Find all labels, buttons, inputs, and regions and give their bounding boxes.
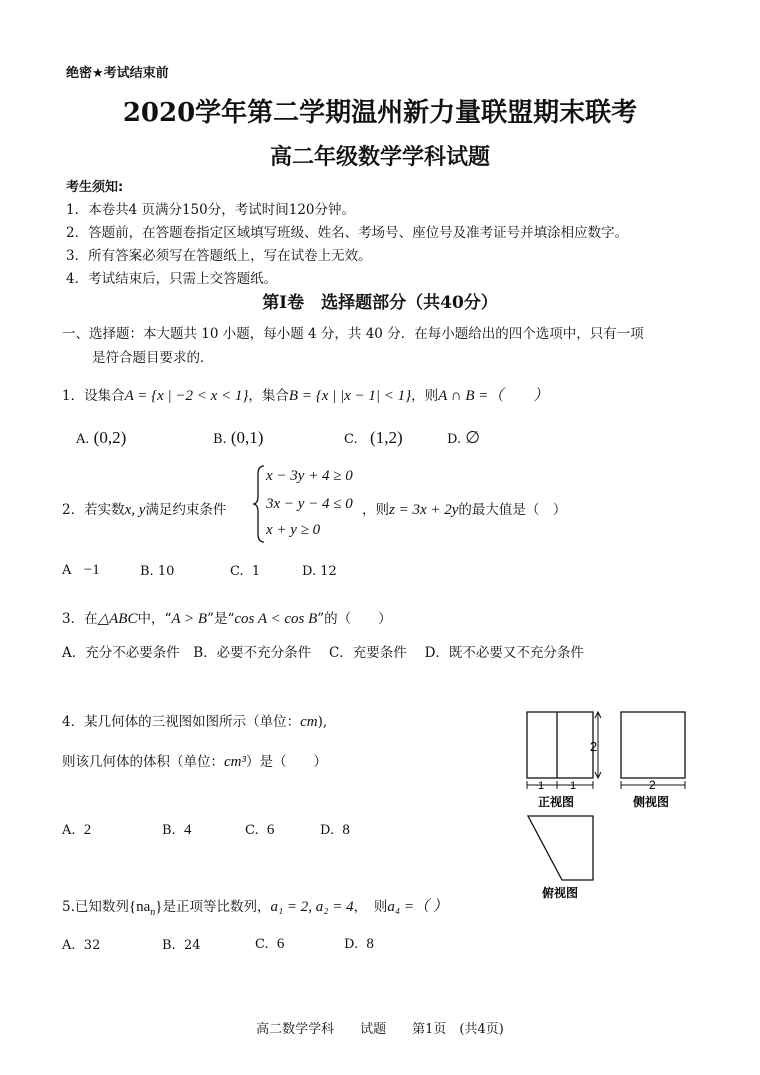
- q2-brace: [252, 464, 266, 544]
- q3-prefix: 3．在: [62, 611, 98, 627]
- front-view: [527, 712, 601, 809]
- notice-item: 2．答题前，在答题卷指定区域填写班级、姓名、考场号、座位号及准考证号并填涂相应数字。: [66, 225, 629, 241]
- confidential-mark: 绝密★考试结束前: [66, 66, 169, 81]
- q5-option-a: A. 32: [62, 938, 101, 953]
- notice-heading: 考生须知:: [66, 180, 124, 195]
- q2-mid: 满足约束条件: [145, 502, 227, 518]
- q4-line1-suffix: ),: [317, 714, 328, 730]
- q3-mid1: 中，“: [137, 611, 172, 627]
- q3-mid2: ”是“: [207, 611, 235, 627]
- q1-option-a: A. (0,2): [76, 428, 127, 447]
- q4-option-c: C. 6: [245, 822, 275, 838]
- instruction-line2: 是符合题目要求的．: [92, 350, 214, 366]
- q3-triangle: △ABC: [97, 611, 138, 627]
- q4-unit: cm: [300, 714, 318, 730]
- front-view-label: 正视图: [538, 795, 575, 809]
- side-dim-label: 2: [649, 778, 656, 792]
- q3-options: A．充分不必要条件 B．必要不充分条件 C．充要条件 D．既不必要又不充分条件: [62, 645, 584, 661]
- question-2-tail: [362, 498, 566, 519]
- question-5: [62, 895, 448, 918]
- q2-constraint: 3x − y − 4 ≤ 0: [266, 496, 353, 512]
- q2-vars: x, y: [124, 502, 146, 518]
- top-view-label: 俯视图: [542, 886, 579, 900]
- q4-line2-suffix: ）是（ ）: [246, 754, 327, 770]
- q1-option-b: B. (0,1): [213, 428, 264, 447]
- q2-expr: z = 3x + 2y: [389, 502, 459, 518]
- q5-option-d: D. 8: [344, 936, 374, 952]
- q2-constraint: x + y ≥ 0: [266, 522, 321, 538]
- side-view: [621, 712, 685, 809]
- q5-mid: 是正项等比数列，: [162, 899, 271, 915]
- question-4-line2: [62, 750, 327, 771]
- q4-option-a: A. 2: [62, 822, 92, 838]
- q4-line1-prefix: 4．某几何体的三视图如图所示（单位：: [62, 714, 301, 730]
- q4-option-b: B. 4: [162, 822, 192, 838]
- exam-subtitle: 高二年级数学学科试题: [269, 144, 490, 170]
- q1-mid: ，集合: [248, 388, 289, 404]
- notice-item: 1．本卷共4 页满分150分，考试时间120分钟。: [66, 202, 356, 218]
- q4-unit2: cm³: [224, 754, 246, 770]
- q1-option-d: D. ∅: [447, 428, 481, 447]
- left-brace-icon: [252, 464, 266, 544]
- q4-option-d: D. 8: [320, 822, 350, 838]
- front-height-label: 2: [590, 739, 598, 754]
- q5-option-c: C. 6: [255, 936, 285, 952]
- q1-ask: A ∩ B =（ ）: [438, 388, 549, 404]
- q3-cond2: cos A < cos B: [234, 611, 318, 627]
- q1-option-c: C. (1,2): [344, 428, 403, 447]
- q1-prefix: 1．设集合: [62, 388, 125, 404]
- top-view: [528, 816, 593, 900]
- q5-seq: $\{na_n\}$: [128, 899, 163, 918]
- question-4-line1: [62, 710, 327, 731]
- q2-option-d: D. 12: [302, 564, 337, 579]
- q2-then: ，则: [362, 502, 389, 518]
- front-dim-left: 1: [538, 780, 545, 792]
- q2-option-b: B. 10: [140, 564, 175, 579]
- exam-title: 2020学年第二学期温州新力量联盟期末联考: [122, 98, 638, 128]
- side-view-label: 侧视图: [633, 795, 670, 809]
- notice-item: 4．考试结束后，只需上交答题纸。: [66, 271, 278, 287]
- q1-set-a: A = {x | −2 < x < 1}: [124, 388, 249, 404]
- three-view-figure: [520, 705, 700, 905]
- q2-option-a: A −1: [62, 562, 100, 578]
- instruction-line1: 一、选择题：本大题共 10 小题，每小题 4 分，共 40 分．在每小题给出的四个选项中，只有一项: [62, 326, 644, 342]
- q1-set-b: B = {x | |x − 1| < 1}: [288, 388, 412, 404]
- q2-option-c: C. 1: [230, 564, 261, 579]
- question-3: [62, 607, 392, 628]
- q2-constraint: x − 3y + 4 ≥ 0: [266, 468, 353, 484]
- q2-prefix: 2．若实数: [62, 502, 125, 518]
- q4-line2-prefix: 则该几何体的体积（单位：: [62, 754, 224, 770]
- question-2-lead: [62, 498, 226, 519]
- q5-option-b: B. 24: [162, 938, 201, 953]
- q5-given: a₁ = 2, a₂ = 4: [270, 899, 354, 915]
- q5-ask: a₄ =（ ）: [387, 899, 448, 915]
- q5-then: ， 则: [353, 899, 388, 915]
- q2-suffix: 的最大值是（ ）: [458, 502, 567, 518]
- q1-then: ，则: [411, 388, 439, 404]
- page-footer: 高二数学学科 试题 第1页 (共4页): [256, 1022, 504, 1037]
- front-dim-right: 1: [570, 780, 577, 792]
- q3-suffix: ”的（ ）: [317, 611, 392, 627]
- section-title: 第Ⅰ卷 选择题部分（共40分）: [262, 293, 498, 313]
- q3-cond1: A > B: [171, 611, 208, 627]
- notice-item: 3．所有答案必须写在答题纸上，写在试卷上无效。: [66, 248, 372, 264]
- question-1: [62, 384, 548, 405]
- q5-prefix: 5.已知数列: [62, 899, 129, 915]
